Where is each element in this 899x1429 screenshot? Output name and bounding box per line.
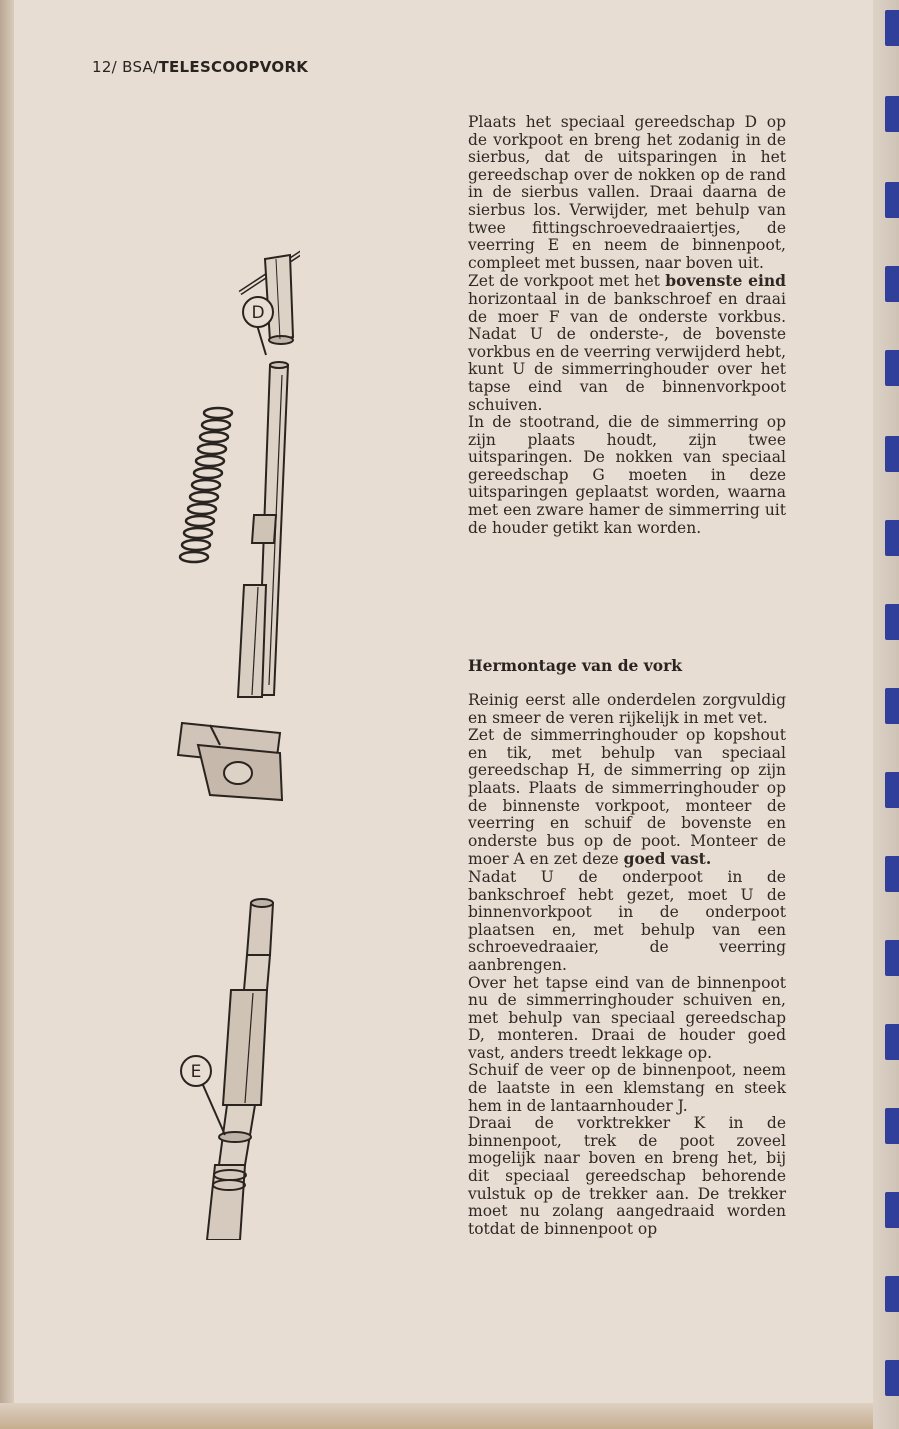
- paragraph: Schuif de veer op de binnenpoot, neem de laatste in een klemstang en steek hem in de lantaarnhouder J.: [468, 1061, 786, 1115]
- section-heading: Hermontage van de vork: [468, 656, 683, 675]
- label-e-circle: [178, 1053, 214, 1089]
- spiral-tab: [885, 604, 899, 640]
- paragraph: Nadat U de onderpoot in de bankschroef hebt gezet, moet U de binnenvorkpoot in de onderpoot plaatsen en, met behulp van een schroevedraaier, de veerring aanbrengen.: [468, 867, 786, 974]
- header-brand: BSA/: [122, 58, 159, 76]
- spiral-tab: [885, 1276, 899, 1312]
- paragraph: [468, 727, 786, 869]
- spiral-tab: [885, 10, 899, 46]
- paragraph: Over het tapse eind van de binnenpoot nu de simmerringhouder schuiven en, met behulp van speciaal gereedschap D, monteren. Draai de houder goed vast, anders treedt lekkage op.: [468, 973, 786, 1062]
- spiral-tab: [885, 520, 899, 556]
- figure-label-e: E: [190, 1062, 202, 1082]
- page-edge-bottom: [0, 1403, 899, 1429]
- bold-text: goed vast.: [623, 849, 712, 869]
- text-run: horizontaal in de bankschroef en draai de moer F van de onderste vorkbus. Nadat U de onderste-, de bovenste vorkbus en de veerring verwijderd hebt, kunt U de simmerringhouder over het tapse eind van de binnenvorkpoot schuiven.: [468, 289, 786, 414]
- spiral-tab: [885, 856, 899, 892]
- paragraph: [468, 272, 786, 414]
- figure-label-d: D: [251, 303, 265, 323]
- paragraph: Draai de vorktrekker K in de binnenpoot, trek de poot zoveel mogelijk naar boven en breng het, bij dit speciaal gereedschap behorende vulstuk op de trekker aan. De trekker moet nu zolang aangedraaid worden totdat de binnenpoot op: [468, 1114, 786, 1238]
- spiral-tab: [885, 1360, 899, 1396]
- spiral-tab: [885, 96, 899, 132]
- paragraph: In de stootrand, die de simmerring op zijn plaats houdt, zijn twee uitsparingen. De nokken van speciaal gereedschap G moeten in deze uitsparingen geplaatst worden, waarna met een zware hamer de simmerring uit de houder getikt kan worden.: [468, 413, 786, 537]
- spiral-tab: [885, 1192, 899, 1228]
- section2-text: [468, 692, 786, 1238]
- page-edge-left: [0, 0, 14, 1429]
- paragraph: Plaats het speciaal gereedschap D op de vorkpoot en breng het zodanig in de sierbus, dat de uitsparingen in het gereedschap over de nokken op de rand in de sierbus vallen. Draai daarna de sierbus los. Verwijder, met behulp van twee fittingschroevedraaiertjes, de veerring E en neem de binnenpoot, compleet met bussen, naar boven uit.: [468, 113, 786, 272]
- section1-text: [468, 114, 786, 537]
- spiral-tab: [885, 182, 899, 218]
- header-section: TELESCOOPVORK: [158, 58, 309, 76]
- spiral-tab: [885, 266, 899, 302]
- figure-fork-disassembly: [170, 225, 300, 805]
- spiral-binding: [873, 0, 899, 1429]
- paragraph: Reinig eerst alle onderdelen zorgvuldig en smeer de veren rijkelijk in met vet.: [468, 691, 786, 727]
- spiral-tab: [885, 436, 899, 472]
- spiral-tab: [885, 350, 899, 386]
- running-header: [92, 58, 308, 76]
- text-run: Zet de vorkpoot met het: [468, 272, 666, 291]
- spiral-tab: [885, 940, 899, 976]
- spiral-tab: [885, 1024, 899, 1060]
- text-run: Zet de simmerringhouder op kopshout en tik, met behulp van speciaal gereedschap H, de simmerring op zijn plaats. Plaats de simmerringhouder op de binnenste vorkpoot, monteer de veerring en schuif de bovenste en onderste bus op de poot. Monteer de moer A en zet deze: [468, 726, 786, 869]
- label-d-circle: [240, 294, 276, 330]
- spiral-tab: [885, 772, 899, 808]
- spiral-tab: [885, 688, 899, 724]
- bold-text: bovenste eind: [665, 271, 786, 291]
- spiral-tab: [885, 1108, 899, 1144]
- page-number: 12/: [92, 58, 118, 76]
